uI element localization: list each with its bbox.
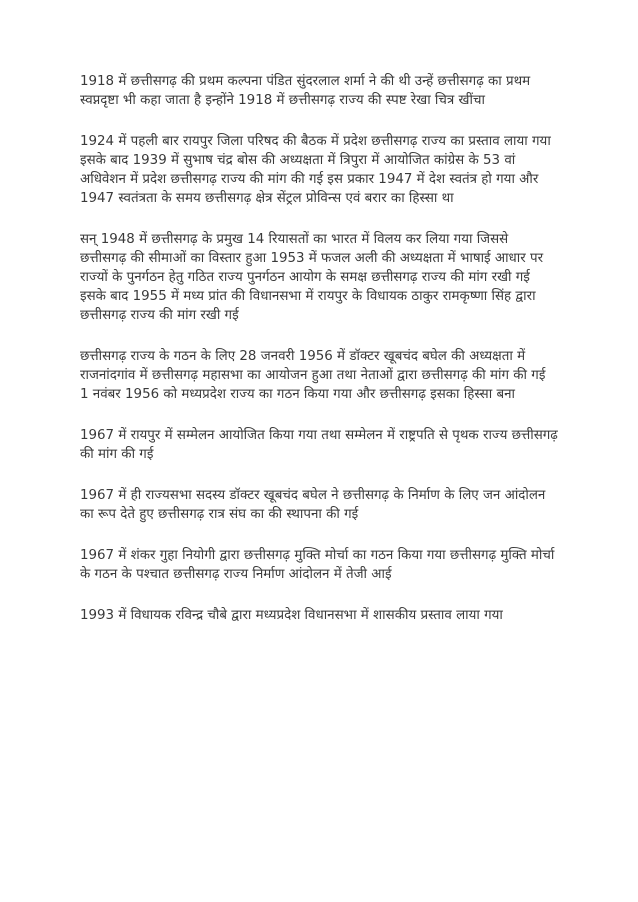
paragraph-1924-proposal: 1924 में पहली बार रायपुर जिला परिषद की बैठक में प्रदेश छत्तीसगढ़ राज्य का प्रस्ताव लाया गया इसके बाद 1939 में सुभाष चंद्र बोस की अध्यक्षता में त्रिपुरा में आयोजित कांग्रेस के 53 वां अधिवेशन में प्रदेश छत्तीसगढ़ राज्य की मांग की गई इस प्रकार 1947 में देश स्वतंत्र हो गया और 1947 स्वतंत्रता के समय छत्तीसगढ़ क्षेत्र सेंट्रल प्रोविन्स एवं बरार का हिस्सा था [80,134,551,206]
paragraph-1993-resolution: 1993 में विधायक रविन्द्र चौबे द्वारा मध्यप्रदेश विधानसभा में शासकीय प्रस्ताव लाया गया [80,608,503,623]
paragraph-1956-mahasabha: छत्तीसगढ़ राज्य के गठन के लिए 28 जनवरी 1956 में डॉक्टर खूबचंद बघेल की अध्यक्षता में राजनांदगांव में छत्तीसगढ़ महासभा का आयोजन हुआ तथा नेताओं द्वारा छत्तीसगढ़ की मांग की गई 1 नवंबर 1956 को मध्यप्रदेश राज्य का गठन किया गया और छत्तीसगढ़ इसका हिस्सा बना [80,349,546,402]
document-body [80,72,558,647]
paragraph-1967-raipur-conference: 1967 में रायपुर में सम्मेलन आयोजित किया गया तथा सम्मेलन में राष्ट्रपति से पृथक राज्य छत्तीसगढ़ की मांग की गई [80,428,558,462]
paragraph-1967-baghel-movement: 1967 में ही राज्यसभा सदस्य डॉक्टर खूबचंद बघेल ने छत्तीसगढ़ के निर्माण के लिए जन आंदोलन का रूप देते हुए छत्तीसगढ़ रात्र संघ का की स्थापना की गई [80,488,546,522]
paragraph-1967-mukti-morcha: 1967 में शंकर गुहा नियोगी द्वारा छत्तीसगढ़ मुक्ति मोर्चा का गठन किया गया छत्तीसगढ़ मुक्ति मोर्चा के गठन के पश्चात छत्तीसगढ़ राज्य निर्माण आंदोलन में तेजी आई [80,548,555,582]
paragraph-1918-concept: 1918 में छत्तीसगढ़ की प्रथम कल्पना पंडित सुंदरलाल शर्मा ने की थी उन्हें छत्तीसगढ़ का प्रथम स्वप्नदृष्टा भी कहा जाता है इन्होंने 1918 में छत्तीसगढ़ राज्य की स्पष्ट रेखा चित्र खींचा [80,74,531,108]
paragraph-1948-merger: सन् 1948 में छत्तीसगढ़ के प्रमुख 14 रियासतों का भारत में विलय कर लिया गया जिससे छत्तीसगढ़ की सीमाओं का विस्तार हुआ 1953 में फजल अली की अध्यक्षता में भाषाई आधार पर राज्यों के पुनर्गठन हेतु गठित राज्य पुनर्गठन आयोग के समक्ष छत्तीसगढ़ राज्य की मांग रखी गई इसके बाद 1955 में मध्य प्रांत की विधानसभा में रायपुर के विधायक ठाकुर रामकृष्णा सिंह द्वारा छत्तीसगढ़ राज्य की मांग रखी गई [80,232,544,323]
